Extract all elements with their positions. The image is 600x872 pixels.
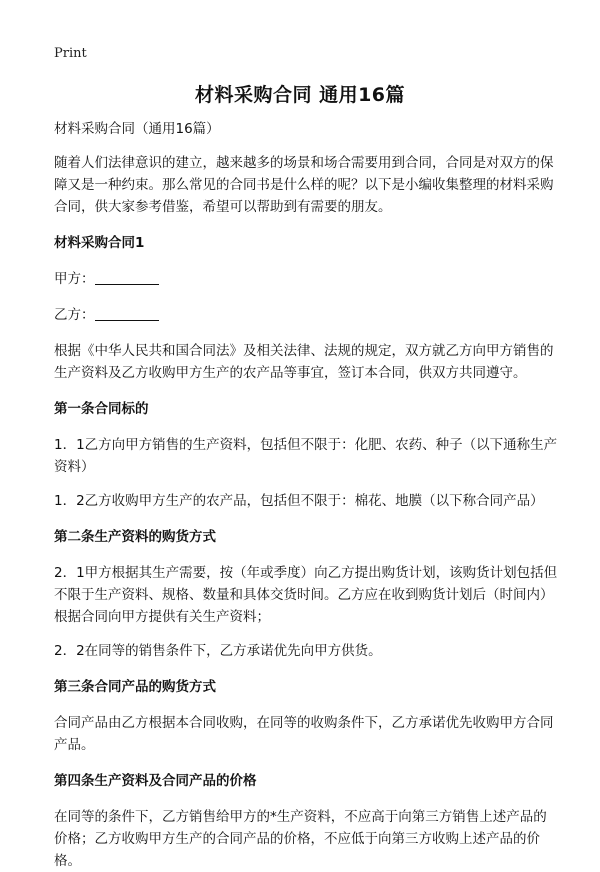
article-2-heading: 第二条生产资料的购货方式 — [54, 529, 216, 545]
article-4-heading: 第四条生产资料及合同产品的价格 — [54, 773, 257, 789]
article-1-heading: 第一条合同标的 — [54, 401, 149, 417]
party-b-line — [54, 304, 560, 326]
basis-paragraph: 根据《中华人民共和国合同法》及相关法律、法规的规定，双方就乙方向甲方销售的生产资料及乙方收购甲方生产的农产品等事宜，签订本合同，供双方共同遵守。 — [54, 343, 554, 381]
article-1-1: 1．1乙方向甲方销售的生产资料，包括但不限于：化肥、农药、种子（以下通称生产资料） — [54, 437, 558, 475]
article-2-1: 2．1甲方根据其生产需要，按（年或季度）向乙方提出购货计划，该购货计划包括但不限于生产资料、规格、数量和具体交货时间。乙方应在收到购货计划后（时间内）根据合同向甲方提供有关生产资料； — [54, 565, 558, 625]
print-link[interactable]: Print — [54, 46, 87, 61]
article-4-text: 在同等的条件下，乙方销售给甲方的*生产资料，不应高于向第三方销售上述产品的价格；乙方收购甲方生产的合同产品的价格，不应低于向第三方收购上述产品的价格。 — [54, 809, 547, 869]
article-2-2: 2．2在同等的销售条件下，乙方承诺优先向甲方供货。 — [54, 643, 382, 659]
article-1-2: 1．2乙方收购甲方生产的农产品，包括但不限于：棉花、地膜（以下称合同产品） — [54, 493, 544, 509]
article-3-heading: 第三条合同产品的购货方式 — [54, 679, 216, 695]
article-3-text: 合同产品由乙方根据本合同收购，在同等的收购条件下，乙方承诺优先收购甲方合同产品。 — [54, 715, 554, 753]
page-title: 材料采购合同 通用16篇 — [194, 84, 406, 106]
party-a-line — [54, 268, 560, 290]
document-body — [54, 118, 560, 872]
party-a-label: 甲方： — [54, 271, 95, 287]
party-b-label: 乙方： — [54, 307, 95, 323]
intro-paragraph: 随着人们法律意识的建立，越来越多的场景和场合需要用到合同，合同是对双方的保障又是一种约束。那么常见的合同书是什么样的呢？以下是小编收集整理的材料采购合同，供大家参考借鉴，希望可以帮助到有需要的朋友。 — [54, 155, 554, 215]
contract-heading: 材料采购合同1 — [54, 235, 145, 251]
party-a-blank — [95, 270, 159, 285]
party-b-blank — [95, 306, 159, 321]
doc-subtitle: 材料采购合同（通用16篇） — [54, 121, 220, 137]
